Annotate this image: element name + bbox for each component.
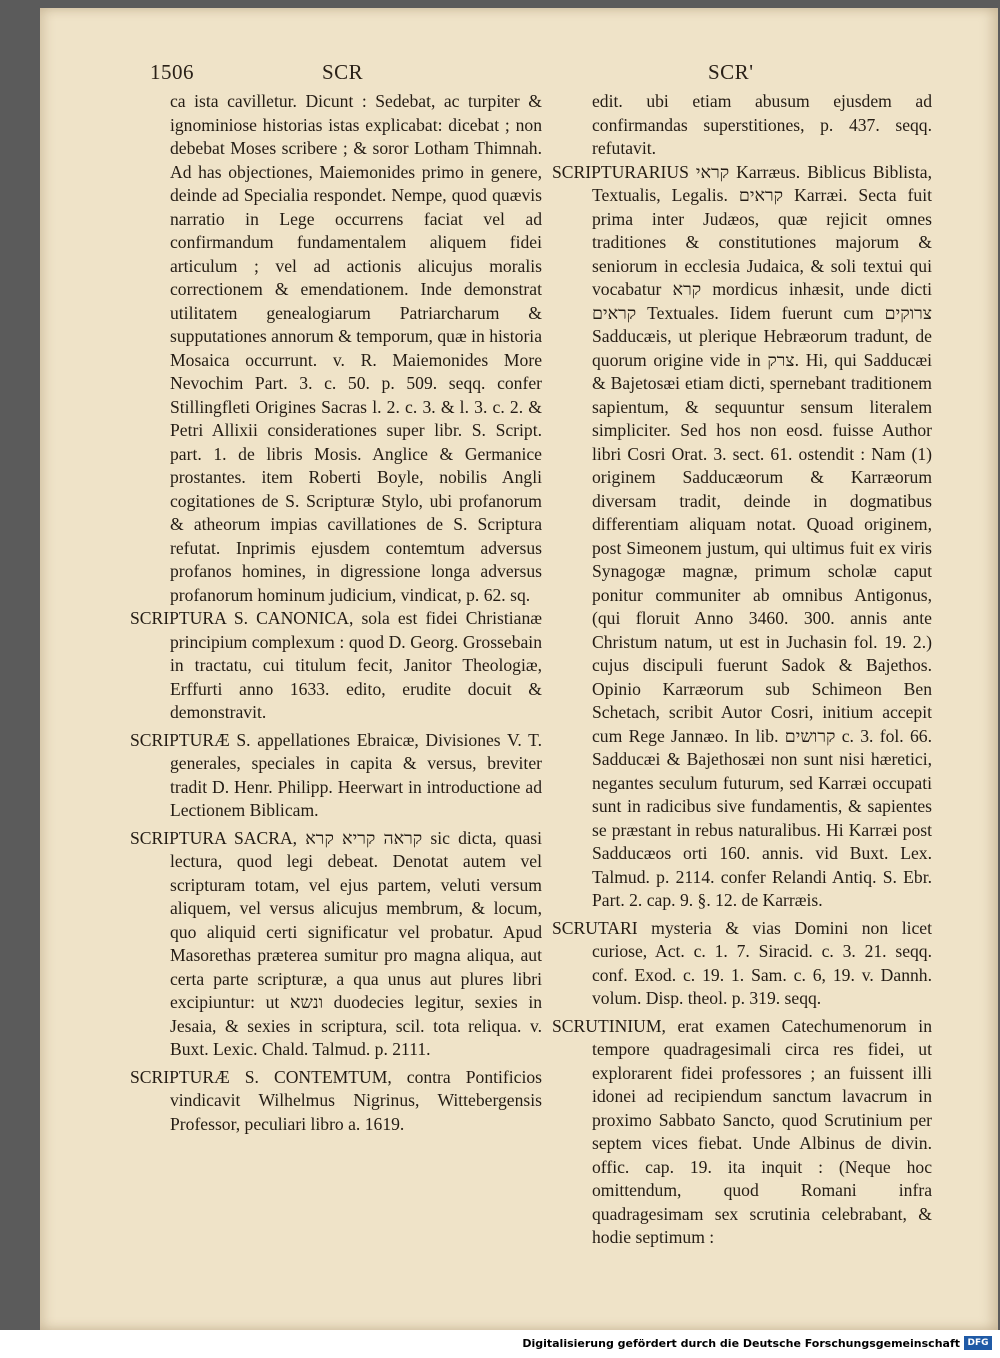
entry-continuation: edit. ubi etiam abusum ejusdem ad confirmandas superstitiones, p. 437. seqq. refutavit. [592,91,932,158]
page-number: 1506 [150,60,194,84]
lexicon-entry: SCRIPTURÆ S. CONTEMTUM, contra Pontificios vindicavit Wilhelmus Nigrinus, Wittebergensis Professor, peculiari libro a. 1619. [130,1066,542,1134]
lexicon-entry: SCRIPTURA SACRA, קראה קריא קרא sic dicta, quasi lectura, quod legi debeat. Denotat autem vel scripturam totam, vel ejus partem, veluti versum aliquem, vel versus alicujus membrum, & locum, quo aliquid certi significatur vel probatur. Apud Masorethas præterea sumitur pro magna aliqua, aut certa parte scripturæ, a qua unus aut plures libri excipiuntur: ut ונשא duodecies legitur, sexies in Jesaia, & sexies in scriptura, scil. tota reliqua. v. Buxt. Lexic. Chald. Talmud. p. 2111. [130,827,543,1059]
digitization-credit: Digitalisierung gefördert durch die Deutsche Forschungsgemeinschaft [522,1337,960,1350]
lexicon-entry: SCRUTARI mysteria & vias Domini non licet curiose, Act. c. 1. 7. Siracid. c. 3. 21. seqq. conf. Exod. c. 19. 1. Sam. c. 6, 19. v. Dannh. volum. Disp. theol. p. 319. seqq. [552,917,932,1008]
lexicon-entry: SCRIPTURA S. CANONICA, sola est fidei Christianæ principium complexum : quod D. Georg. Grossebain in tractatu, cui titulum fecit, Janitor Theologiæ, Erffurti anno 1633. edito, erudite docuit & demonstravit. [130,608,542,722]
dfg-logo: DFG [964,1336,992,1350]
entry-continuation: ca ista cavilletur. Dicunt : Sedebat, ac turpiter & ignominiose historias istas explicabat: dicebat ; non debebat Moses scribere ; & soror Lotham Thimnah. Ad has objectiones, Maiemonides primo in genere, deinde ad Specialia respondet. Nempe, quod quævis narratio in Lege occurrens faciat vel ad confirmandum fundamentalem aliquem fidei articulum ; vel ad actionis alicujus moralis correctionem & emendationem. Inde demonstrat utilitatem genealogiarum Patriarcharum & supputationes annorum & temporum, quæ in historia Mosaica occurrunt. v. R. Maiemonides More Nevochim Part. 3. c. 50. p. 509. seqq. confer Stillingfleti Origines Sacras l. 2. c. 3. & l. 3. c. 2. & Petri Allixii considerationes super libr. S. Script. part. 1. de libris Mosis. Anglice & Germanice prostantes. item Roberti Boyle, nobilis Angli cogitationes de S. Scripturæ Stylo, ubi profanorum & atheorum impias cavillationes de S. Scriptura refutat. Inprimis ejusdem contemtum adversus profanos homines, in digressione longa adversus profanorum hominum judicium, vindicat, p. 62. sq. [170,91,542,605]
left-running-head: SCR [322,60,364,84]
footer-bar [0,1330,1000,1358]
right-column [552,90,932,1250]
lexicon-entry: SCRIPTURARIUS קראי Karræus. Biblicus Biblista, Textualis, Legalis. קראים Karræi. Secta fuit prima inter Judæos, quæ rejicit omnes traditiones & constitutiones majorum & seniorum in ecclesia Judaica, & soli textui qui vocabatur קרא mordicus inhæsit, unde dicti קראים Textuales. Iidem fuerunt cum צרוקים Sadducæis, ut plerique Hebræorum tradunt, de quorum origine vide in צרק. Hi, qui Sadducæi & Bajetosæi etiam dicti, spernebant traditionem sapientum, & sequuntur sensum literalem simpliciter. Sed hos non eosd. fuisse Author libri Cosri Orat. 3. sect. 61. ostendit : Nam (1) originem Sadducæorum & Karræorum diversam tradit, deinde in dogmatibus differentiam aliquam notat. Quoad originem, post Simeonem justum, qui ultimus fuit ex viris Synagogæ magnæ, primum scholæ caput ponitur communiter ab omnibus Antigonus, (qui floruit Anno 3460. 300. annis ante Christum natum, ut est in Juchasin fol. 19. 2.) cujus discipuli fuerunt Sadok & Bajethos. Opinio Karræorum sub Schimeon Ben Schetach, scribit Autor Cosri, initium accepit cum Rege Jannæo. In lib. קרושים c. 3. fol. 66. Sadducæi & Bajethosæi non sunt nisi hæretici, negantes seculum futurum, sed Karræi occupati sunt in radicibus sive fundamentis, & sapientes se præstant in rebus naturalibus. Hi Karræi post Sadducæos orti 160. annis. vid Buxt. Lex. Talmud. p. 2114. confer Relandi Antiq. S. Ebr. Part. 2. cap. 9. §. 12. de Karræis. [552,161,933,910]
left-column [130,90,542,1136]
lexicon-entry: SCRIPTURÆ S. appellationes Ebraicæ, Divisiones V. T. generales, speciales in capita & versus, breviter tradit D. Henr. Philipp. Heerwart in introductione ad Lectionem Biblicam. [130,729,542,820]
right-running-head: SCR' [708,60,754,84]
lexicon-entry: SCRUTINIUM, erat examen Catechumenorum in tempore quadragesimali circa res fidei, ut explorarent fidei professores ; an fuissent illi idonei ad recipiendum sanctum lavacrum in proximo Sabbato Sancto, quod Scrutinium per septem vices fiebat. Unde Albinus de divin. offic. cap. 19. ita inquit : (Neque hoc omittendum, quod Romani infra quadragesimam sex scrutinia celebrabant, & hodie septimum : [552,1015,932,1247]
